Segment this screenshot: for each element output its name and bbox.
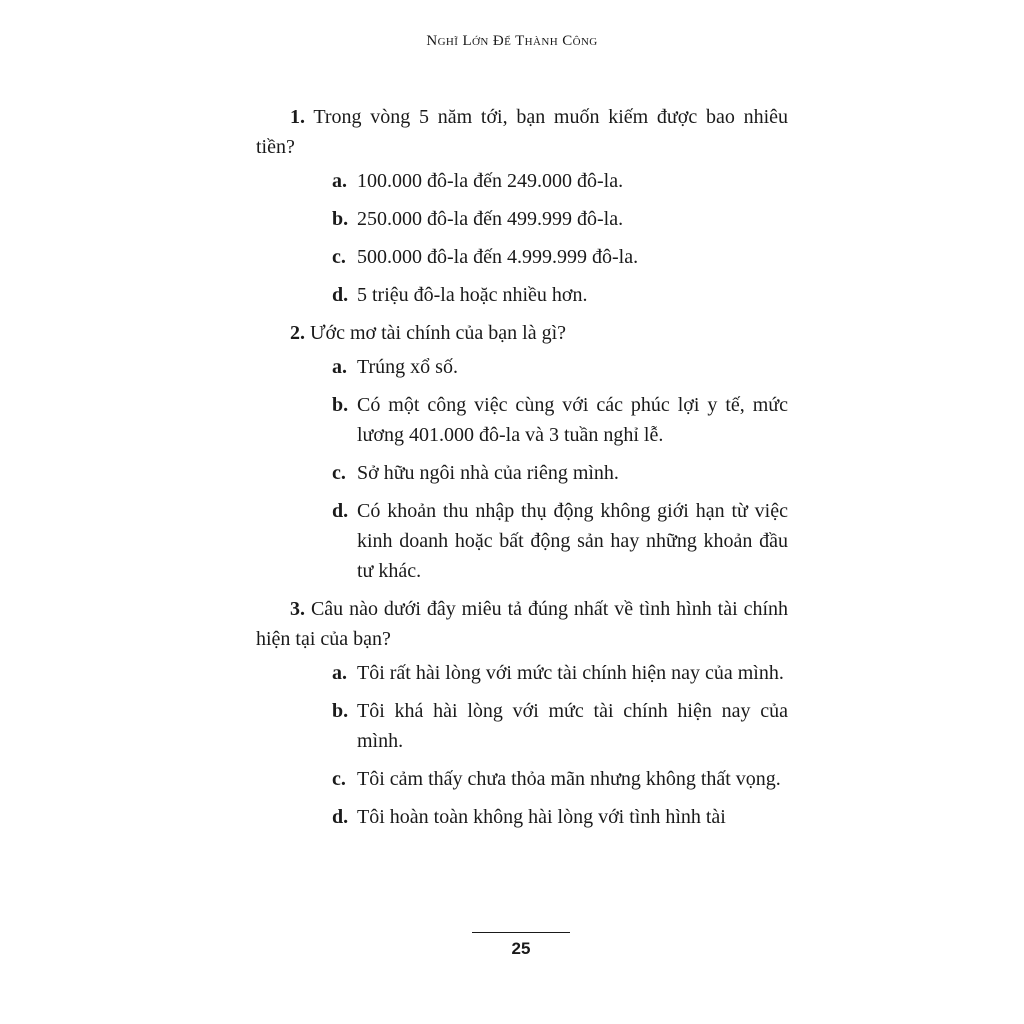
option-2b: [256, 390, 788, 450]
option-letter: d.: [332, 500, 349, 522]
question-2: [256, 318, 788, 586]
option-1b: [256, 204, 788, 234]
option-text: Tôi rất hài lòng với mức tài chính hiện nay của mình.: [357, 662, 784, 684]
option-text: 5 triệu đô-la hoặc nhiều hơn.: [357, 284, 588, 306]
option-letter: b.: [332, 700, 349, 722]
option-letter: d.: [332, 284, 349, 306]
option-1c: [256, 242, 788, 272]
question-text: [256, 594, 788, 654]
option-2d: [256, 496, 788, 586]
question-text: [256, 102, 788, 162]
option-text: Trúng xổ số.: [357, 356, 458, 378]
option-letter: b.: [332, 208, 349, 230]
option-list: [256, 166, 788, 310]
option-text: Sở hữu ngôi nhà của riêng mình.: [357, 462, 619, 484]
question-body: Ước mơ tài chính của bạn là gì?: [310, 322, 567, 344]
option-letter: d.: [332, 806, 349, 828]
question-body: Trong vòng 5 năm tới, bạn muốn kiếm được bao nhiêu tiền?: [256, 106, 789, 158]
question-number: 3.: [290, 598, 305, 620]
option-text: 500.000 đô-la đến 4.999.999 đô-la.: [357, 246, 639, 268]
option-letter: a.: [332, 170, 347, 192]
question-number: 2.: [290, 322, 305, 344]
option-list: [256, 352, 788, 586]
question-3: [256, 594, 788, 832]
option-text: Tôi khá hài lòng với mức tài chính hiện nay của mình.: [357, 700, 788, 752]
option-3b: [256, 696, 788, 756]
option-3d: [256, 802, 788, 832]
option-text: Tôi cảm thấy chưa thỏa mãn nhưng không thất vọng.: [357, 768, 781, 790]
question-number: 1.: [290, 106, 305, 128]
option-list: [256, 658, 788, 832]
option-text: 100.000 đô-la đến 249.000 đô-la.: [357, 170, 624, 192]
option-letter: b.: [332, 394, 349, 416]
option-1d: [256, 280, 788, 310]
option-3a: [256, 658, 788, 688]
option-1a: [256, 166, 788, 196]
option-3c: [256, 764, 788, 794]
option-text: 250.000 đô-la đến 499.999 đô-la.: [357, 208, 624, 230]
option-2c: [256, 458, 788, 488]
page-body: [256, 102, 788, 840]
option-text: Có một công việc cùng với các phúc lợi y tế, mức lương 401.000 đô-la và 3 tuần nghỉ lễ.: [357, 394, 788, 446]
footer-rule: [472, 932, 570, 933]
option-text: Có khoản thu nhập thụ động không giới hạn từ việc kinh doanh hoặc bất động sản hay những khoản đầu tư khác.: [357, 500, 788, 582]
option-2a: [256, 352, 788, 382]
option-letter: c.: [332, 768, 346, 790]
running-title: Nghĩ Lớn Để Thành Công: [426, 33, 598, 49]
option-text: Tôi hoàn toàn không hài lòng với tình hình tài: [357, 806, 726, 828]
option-letter: c.: [332, 462, 346, 484]
option-letter: a.: [332, 356, 347, 378]
question-1: [256, 102, 788, 310]
option-letter: a.: [332, 662, 347, 684]
question-body: Câu nào dưới đây miêu tả đúng nhất về tình hình tài chính hiện tại của bạn?: [256, 598, 789, 650]
page-number: 25: [511, 939, 531, 958]
option-letter: c.: [332, 246, 346, 268]
question-text: [256, 318, 788, 348]
